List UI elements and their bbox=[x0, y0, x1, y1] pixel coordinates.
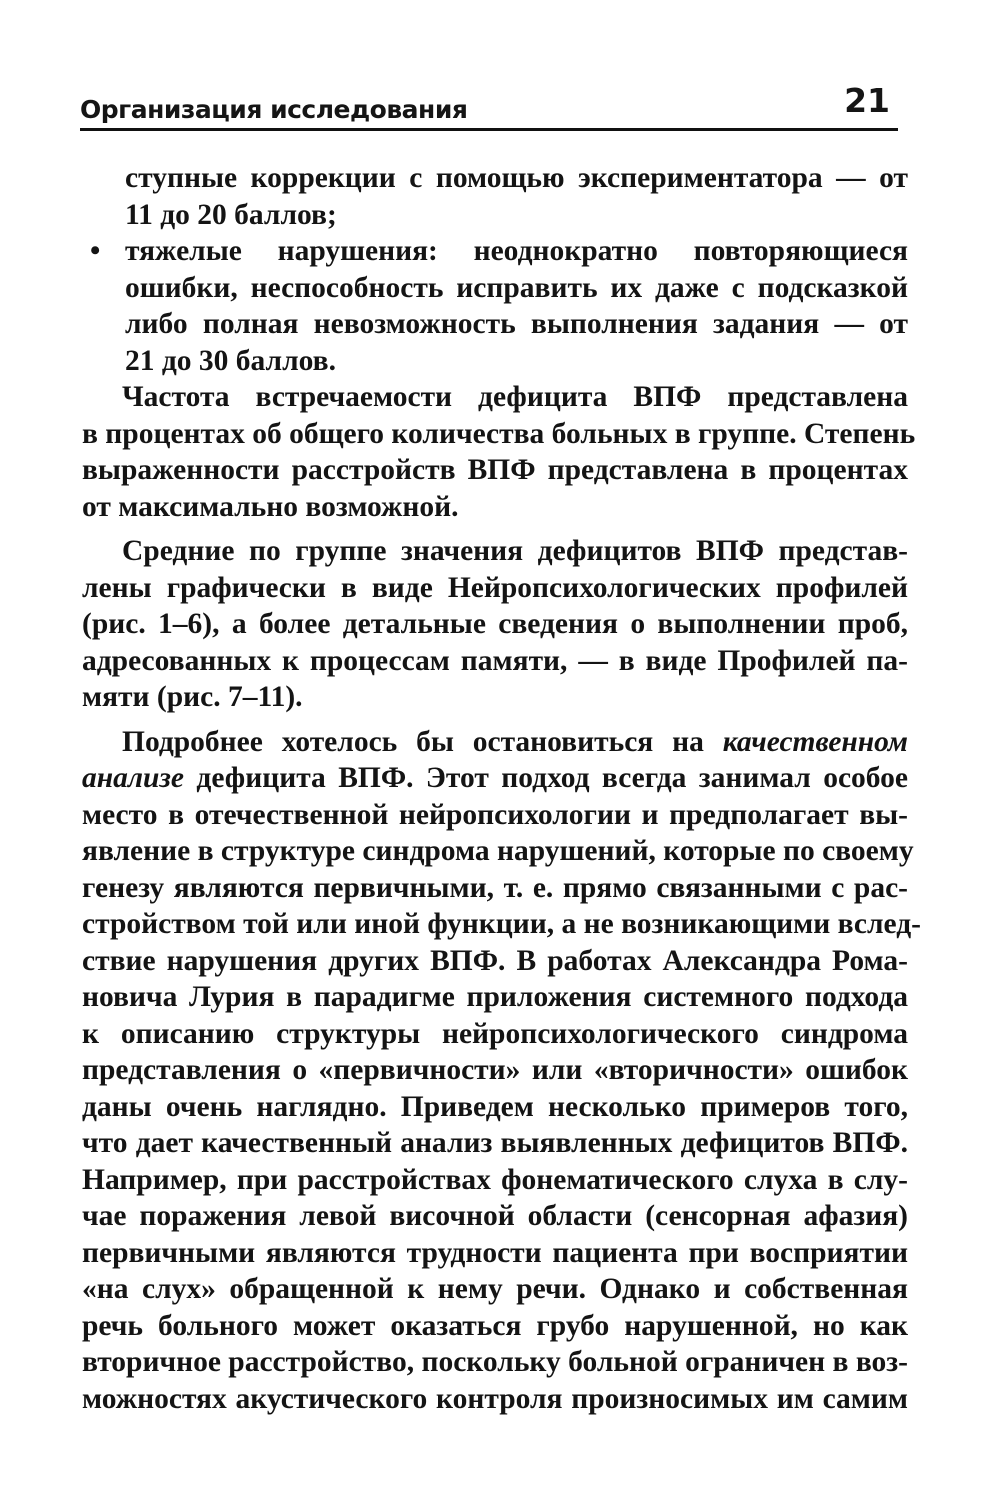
text-line: выраженности расстройств ВПФ представлена в процентах bbox=[82, 454, 908, 486]
text-line: что дает качественный анализ выявленных дефицитов ВПФ. bbox=[82, 1127, 908, 1159]
body-text bbox=[82, 160, 922, 1417]
text-line: 21 до 30 баллов. bbox=[125, 344, 336, 377]
text-line: явление в структуре синдрома нарушений, которые по своему bbox=[82, 835, 914, 867]
text-line: «на слух» обращенной к нему речи. Однако и собственная bbox=[82, 1273, 908, 1305]
text-line bbox=[82, 724, 908, 761]
text-line bbox=[82, 760, 908, 797]
text-line: представления о «первичности» или «вторичности» ошибок bbox=[82, 1054, 908, 1086]
text-line: (рис. 1–6), а более детальные сведения о выполнении проб, bbox=[82, 608, 908, 640]
text-line: мяти (рис. 7–11). bbox=[82, 681, 303, 713]
paragraph bbox=[82, 379, 916, 525]
text-run: дефицита ВПФ. Этот подход всегда занимал особое bbox=[184, 762, 908, 794]
emphasis: качественном bbox=[722, 725, 908, 758]
text-line: ступные коррекции с помощью экспериментатора — от bbox=[125, 162, 908, 194]
running-header bbox=[80, 62, 898, 131]
text-line: стройством той или иной функции, а не возникающими вслед- bbox=[82, 908, 922, 940]
text-line: вторичное расстройство, поскольку больной ограничен в воз- bbox=[82, 1346, 908, 1378]
text-line: ствие нарушения других ВПФ. В работах Александра Рома- bbox=[82, 944, 908, 977]
text-line: либо полная невозможность выполнения задания — от bbox=[125, 308, 908, 340]
text-line: новича Лурия в парадигме приложения системного подхода bbox=[82, 981, 908, 1013]
text-line: даны очень наглядно. Приведем несколько примеров того, bbox=[82, 1090, 908, 1123]
text-line: генезу являются первичными, т. е. прямо связанными с рас- bbox=[82, 871, 908, 904]
text-line: Например, при расстройствах фонематического слуха в слу- bbox=[82, 1163, 908, 1196]
list-item-continuation bbox=[82, 160, 908, 233]
text-line: можностях акустического контроля произносимых им самим bbox=[82, 1382, 908, 1415]
text-line: Средние по группе значения дефицитов ВПФ представ- bbox=[122, 535, 908, 567]
text-line: к описанию структуры нейропсихологического синдрома bbox=[82, 1017, 908, 1050]
text-line: лены графически в виде Нейропсихологических профилей bbox=[82, 571, 908, 604]
text-run: Подробнее хотелось бы остановиться на bbox=[122, 725, 723, 758]
page-number: 21 bbox=[844, 81, 890, 120]
text-line: в процентах об общего количества больных в группе. Степень bbox=[82, 417, 916, 450]
text-line: чае поражения левой височной области (сенсорная афазия) bbox=[82, 1200, 908, 1232]
text-line: тяжелые нарушения: неоднократно повторяющиеся bbox=[125, 235, 908, 267]
text-line: первичными являются трудности пациента при восприятии bbox=[82, 1236, 908, 1269]
text-line: 11 до 20 баллов; bbox=[125, 198, 337, 231]
text-line: место в отечественной нейропсихологии и предполагает вы- bbox=[82, 798, 908, 831]
text-line: Частота встречаемости дефицита ВПФ представлена bbox=[122, 381, 908, 413]
text-line: адресованных к процессам памяти, — в виде Профилей па- bbox=[82, 644, 908, 677]
text-line: ошибки, неспособность исправить их даже с подсказкой bbox=[125, 271, 908, 304]
paragraph bbox=[82, 724, 922, 1418]
text-line: от максимально возможной. bbox=[82, 490, 459, 523]
paragraph bbox=[82, 533, 908, 716]
text-line: речь больного может оказаться грубо нарушенной, но как bbox=[82, 1309, 908, 1342]
emphasis: анализе bbox=[82, 762, 185, 794]
running-title: Организация исследования bbox=[80, 95, 468, 124]
list-item bbox=[82, 233, 908, 379]
bullet-marker: • bbox=[90, 235, 101, 267]
